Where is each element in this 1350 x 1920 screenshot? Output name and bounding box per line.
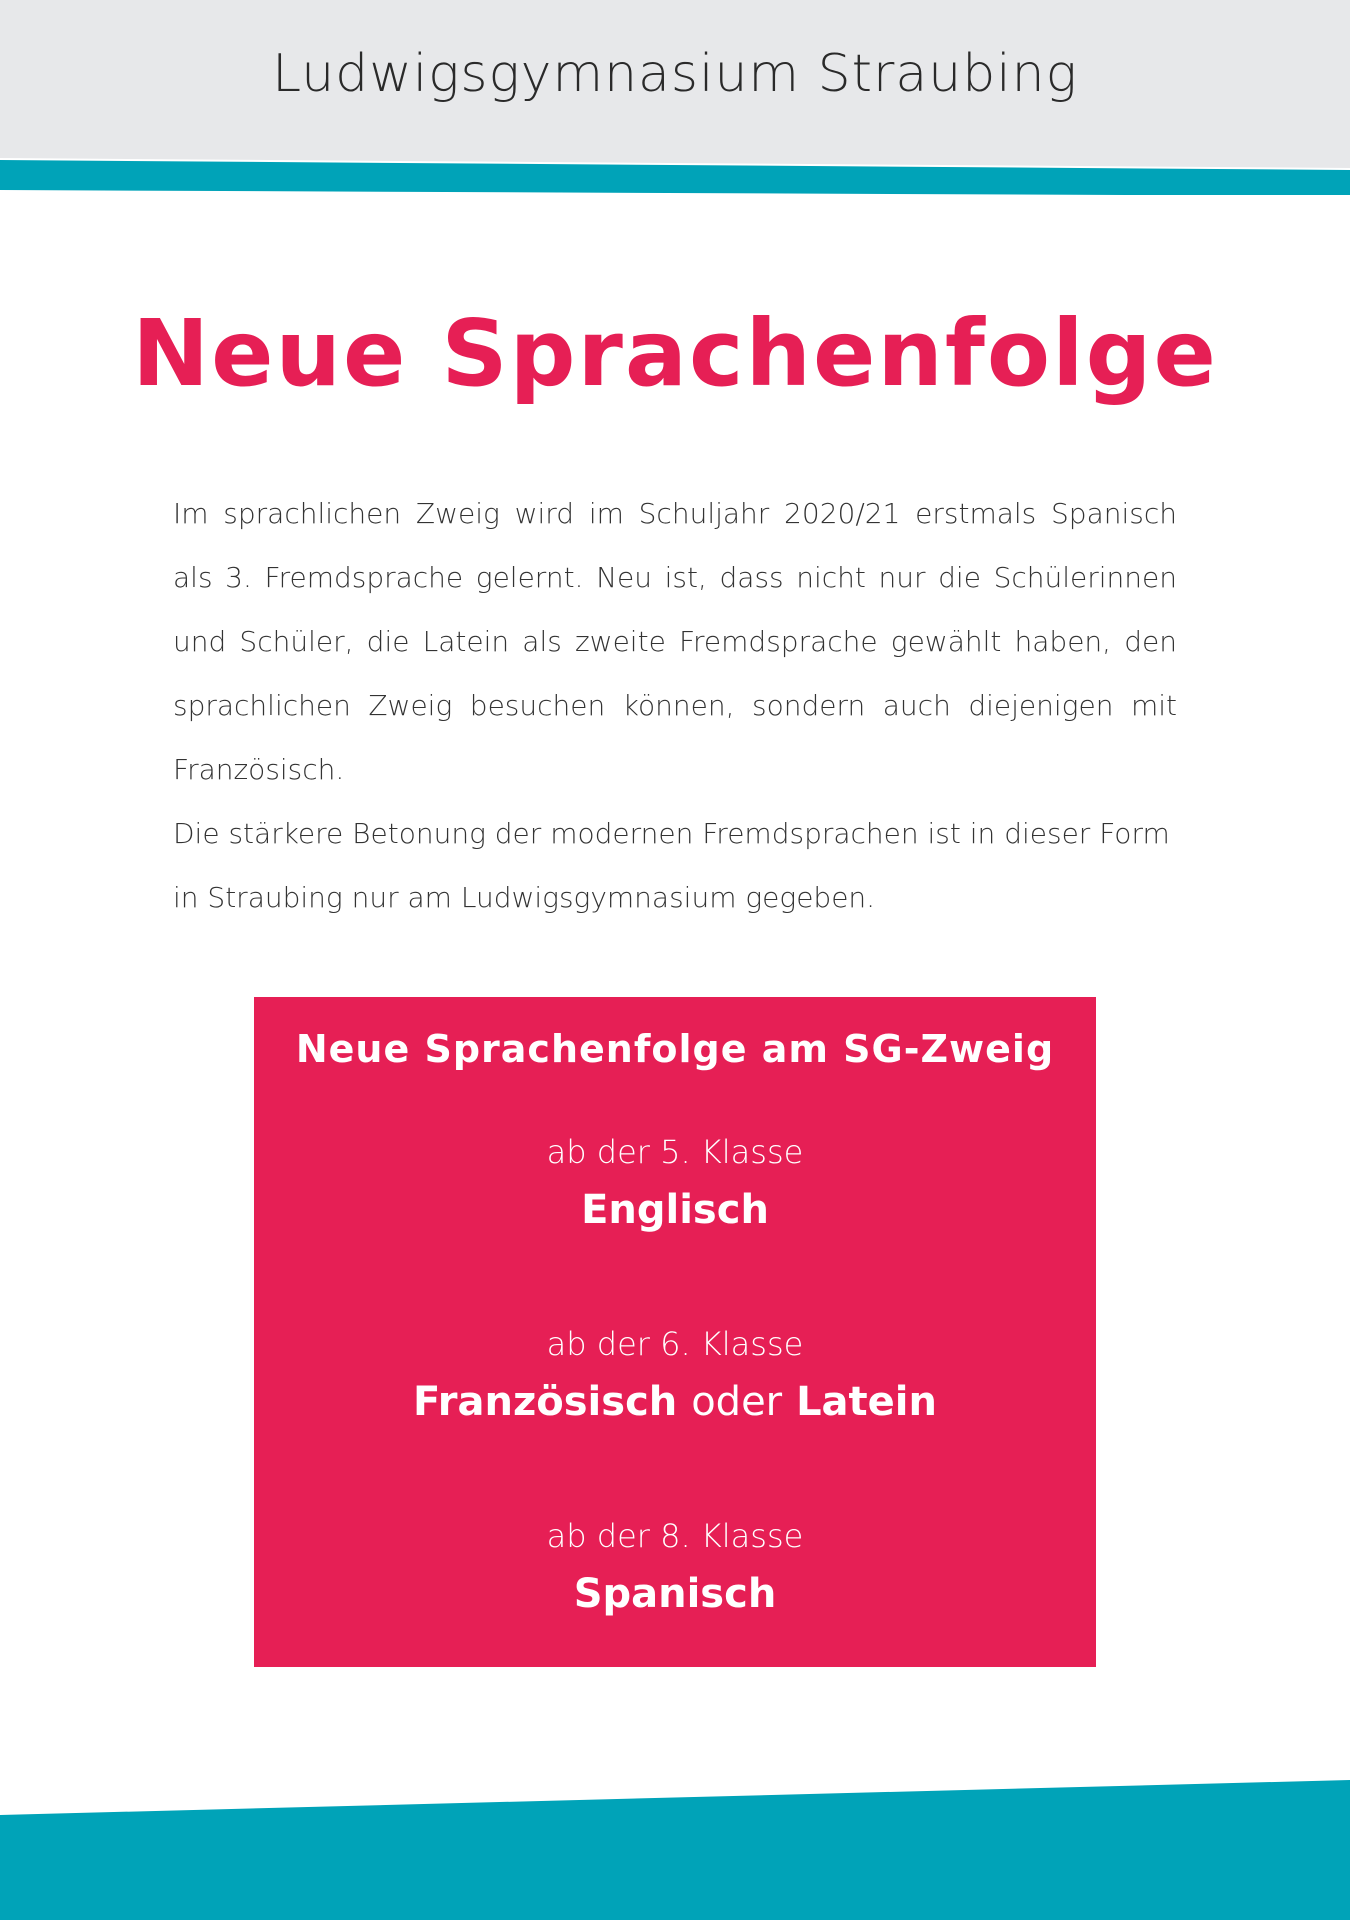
level-grade-6 (254, 1324, 1096, 1426)
language-separator: oder (691, 1379, 783, 1425)
language-label: Latein (796, 1379, 937, 1425)
language-label: Spanisch (573, 1571, 777, 1617)
intro-paragraph: Die stärkere Betonung der modernen Fremdsprachen ist in dieser Form in Straubing nur am Ludwigsgymnasium gegeben. (173, 817, 1170, 914)
page-title: Neue Sprachenfolge (132, 300, 1218, 407)
grade-label: ab der 6. Klasse (546, 1325, 804, 1363)
school-name: Ludwigsgymnasium Straubing (272, 44, 1078, 104)
intro-text (173, 482, 1177, 930)
language-sequence-box (254, 997, 1096, 1667)
box-title: Neue Sprachenfolge am SG-Zweig (295, 1027, 1055, 1071)
grade-label: ab der 5. Klasse (546, 1133, 804, 1171)
language-label: Englisch (581, 1187, 769, 1233)
grade-label: ab der 8. Klasse (546, 1517, 804, 1555)
level-grade-8 (254, 1516, 1096, 1618)
footer-band-shape (0, 1760, 1350, 1920)
language-label: Französisch (413, 1379, 678, 1425)
level-grade-5 (254, 1132, 1096, 1234)
intro-paragraph: Im sprachlichen Zweig wird im Schuljahr 2020/21 erstmals Spanisch als 3. Fremdsprache gelernt. Neu ist, dass nicht nur die Schülerinnen und Schüler, die Latein als zweite Fremdsprache gewählt haben, den sprachlichen Zweig besuchen können, sondern auch diejenigen mit Französisch. (173, 497, 1177, 786)
language-choice (254, 1378, 1096, 1426)
footer-band (0, 1760, 1350, 1920)
